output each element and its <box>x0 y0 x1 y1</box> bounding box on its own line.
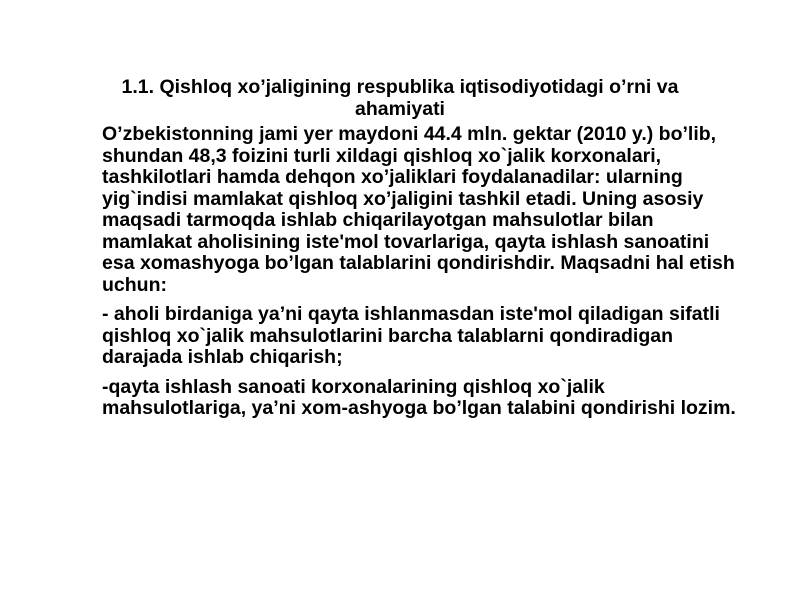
body-paragraph-item-2 <box>102 377 742 420</box>
body-paragraph-intro <box>102 124 742 296</box>
intro-text: O’zbekistonning jami yer maydoni 44.4 mln. gektar (2010 y.) bo’lib, shundan 48,3 foizini turli xildagi qishloq xo`jalik korxonalari, tashkilotlari hamda dehqon xo’jaliklari foydalanadilar: ularning yig`indisi mamlakat qishloq xo’jaligini tashkil etadi. Uning asosiy maqsadi tarmoqda ishlab chiqarilayotgan mahsulotlar bilan mamlakat aholisining iste'mol tovarlariga, qayta ishlash sanoatini esa xomashyoga bo’lgan talablarini qondirishdir. Maqsadni hal etish uchun: <box>102 123 735 296</box>
slide-title-line-1: 1.1. Qishloq xo’jaligining respublika iqtisodiyotidagi o’rni va <box>121 76 679 98</box>
slide-title-line-2: ahamiyati <box>355 98 445 120</box>
slide-body <box>102 124 742 428</box>
item-1-text: - aholi birdaniga ya’ni qayta ishlanmasdan iste'mol qiladigan sifatli qishloq xo`jalik mahsulotlarini barcha talablarni qondiradigan darajada ishlab chiqarish; <box>102 303 720 368</box>
body-paragraph-item-1 <box>102 304 742 369</box>
slide-title <box>60 76 740 120</box>
item-2-text: -qayta ishlash sanoati korxonalarining qishloq xo`jalik mahsulotlariga, ya’ni xom-ashyoga bo’lgan talabini qondirishi lozim. <box>102 375 736 419</box>
